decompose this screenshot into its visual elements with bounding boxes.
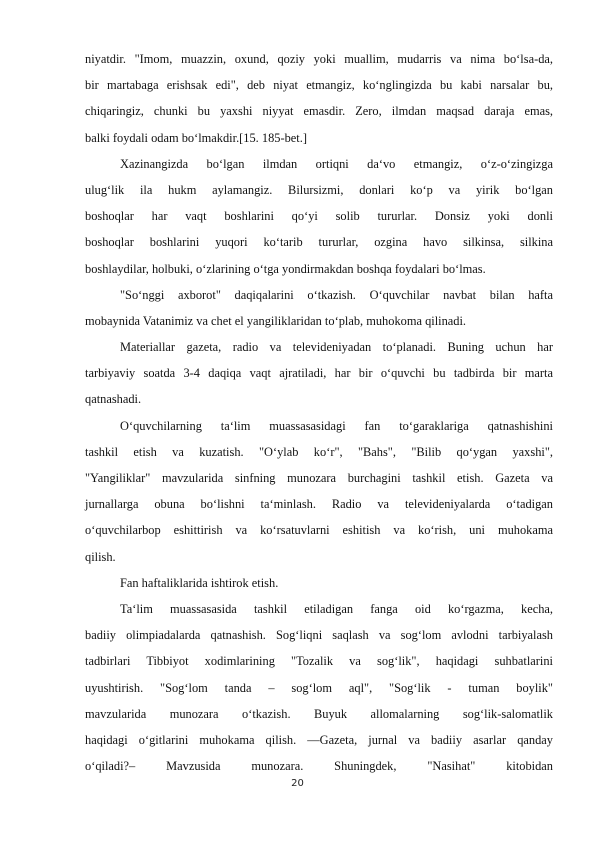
- text-line: Materiallar gazeta, radio va televideniyadan to‘planadi. Buning uchun har: [120, 340, 553, 355]
- text-line: boshlaydilar, holbuki, o‘zlarining o‘tga yondirmakdan boshqa foydalari bo‘lmas.: [85, 261, 486, 276]
- text-line: mavzularida munozara o‘tkazish. Buyuk allomalarning sog‘lik-salomatlik: [85, 706, 553, 721]
- text-line: "Yangiliklar" mavzularida sinfning munozara burchagini tashkil etish. Gazeta va: [85, 471, 553, 485]
- text-line: qatnashadi.: [85, 392, 142, 407]
- text-line: uyushtirish. "Sog‘lom tanda – sog‘lom aql", "Sog‘lik - tuman boylik": [85, 680, 553, 695]
- text-line: "So‘nggi axborot" daqiqalarini o‘tkazish. O‘quvchilar navbat bilan hafta: [120, 287, 553, 302]
- text-line: bir martabaga erishsak edi", deb niyat etmangiz, ko‘nglingizda bu kabi narsalar bu,: [85, 78, 553, 93]
- text-line: niyatdir. "Imom, muazzin, oxund, qoziy yoki muallim, mudarris va nima bo‘lsa-da,: [85, 52, 553, 66]
- text-line: tadbirlari Tibbiyot xodimlarining "Tozalik va sog‘lik", haqidagi suhbatlarini: [85, 654, 553, 669]
- text-line: Ta‘lim muassasasida tashkil etiladigan fanga oid ko‘rgazma, kecha,: [120, 601, 553, 616]
- text-line: boshoqlar har vaqt boshlarini qo‘yi solib tururlar. Donsiz yoki donli: [85, 209, 553, 224]
- text-line: mobaynida Vatanimiz va chet el yangiliklaridan to‘plab, muhokoma qilinadi.: [85, 313, 467, 328]
- page-number: 20: [291, 778, 304, 789]
- text-line: chiqaringiz, chunki bu yaxshi niyyat emasdir. Zero, ilmdan maqsad daraja emas,: [85, 104, 553, 119]
- text-line: o‘qiladi?– Mavzusida munozara. Shuningdek, "Nasihat" kitobidan: [85, 759, 553, 774]
- text-line: tashkil etish va kuzatish. "O‘ylab ko‘r", "Bahs", "Bilib qo‘ygan yaxshi",: [85, 444, 553, 459]
- text-line: ulug‘lik ila hukm aylamangiz. Bilursizmi, donlari ko‘p va yirik bo‘lgan: [85, 182, 553, 197]
- text-line: badiiy olimpiadalarda qatnashish. Sog‘liqni saqlash va sog‘lom avlodni tarbiyalash: [85, 628, 553, 643]
- text-line: haqidagi o‘gitlarini muhokama qilish. —Gazeta, jurnal va badiiy asarlar qanday: [85, 732, 553, 747]
- text-line: O‘quvchilarning ta‘lim muassasasidagi fan to‘garaklariga qatnashishini: [120, 418, 553, 433]
- text-line: o‘quvchilarbop eshittirish va ko‘rsatuvlarni eshitish va ko‘rish, uni muhokama: [85, 523, 553, 538]
- document-body: [85, 46, 553, 779]
- text-line: qilish.: [85, 549, 116, 564]
- text-line: Fan haftaliklarida ishtirok etish.: [120, 575, 279, 590]
- text-line: tarbiyaviy soatda 3-4 daqiqa vaqt ajratiladi, har bir o‘quvchi bu tadbirda bir marta: [85, 366, 553, 381]
- text-line: balki foydali odam bo‘lmakdir.[15. 185-bet.]: [85, 130, 307, 145]
- text-line: boshoqlar boshlarini yuqori ko‘tarib tururlar, ozgina havo silkinsa, silkina: [85, 235, 553, 250]
- text-line: jurnallarga obuna bo‘lishni ta‘minlash. Radio va televideniyalarda o‘tadigan: [85, 497, 553, 512]
- text-line: Xazinangizda bo‘lgan ilmdan ortiqni da‘vo etmangiz, o‘z-o‘zingizga: [120, 156, 553, 171]
